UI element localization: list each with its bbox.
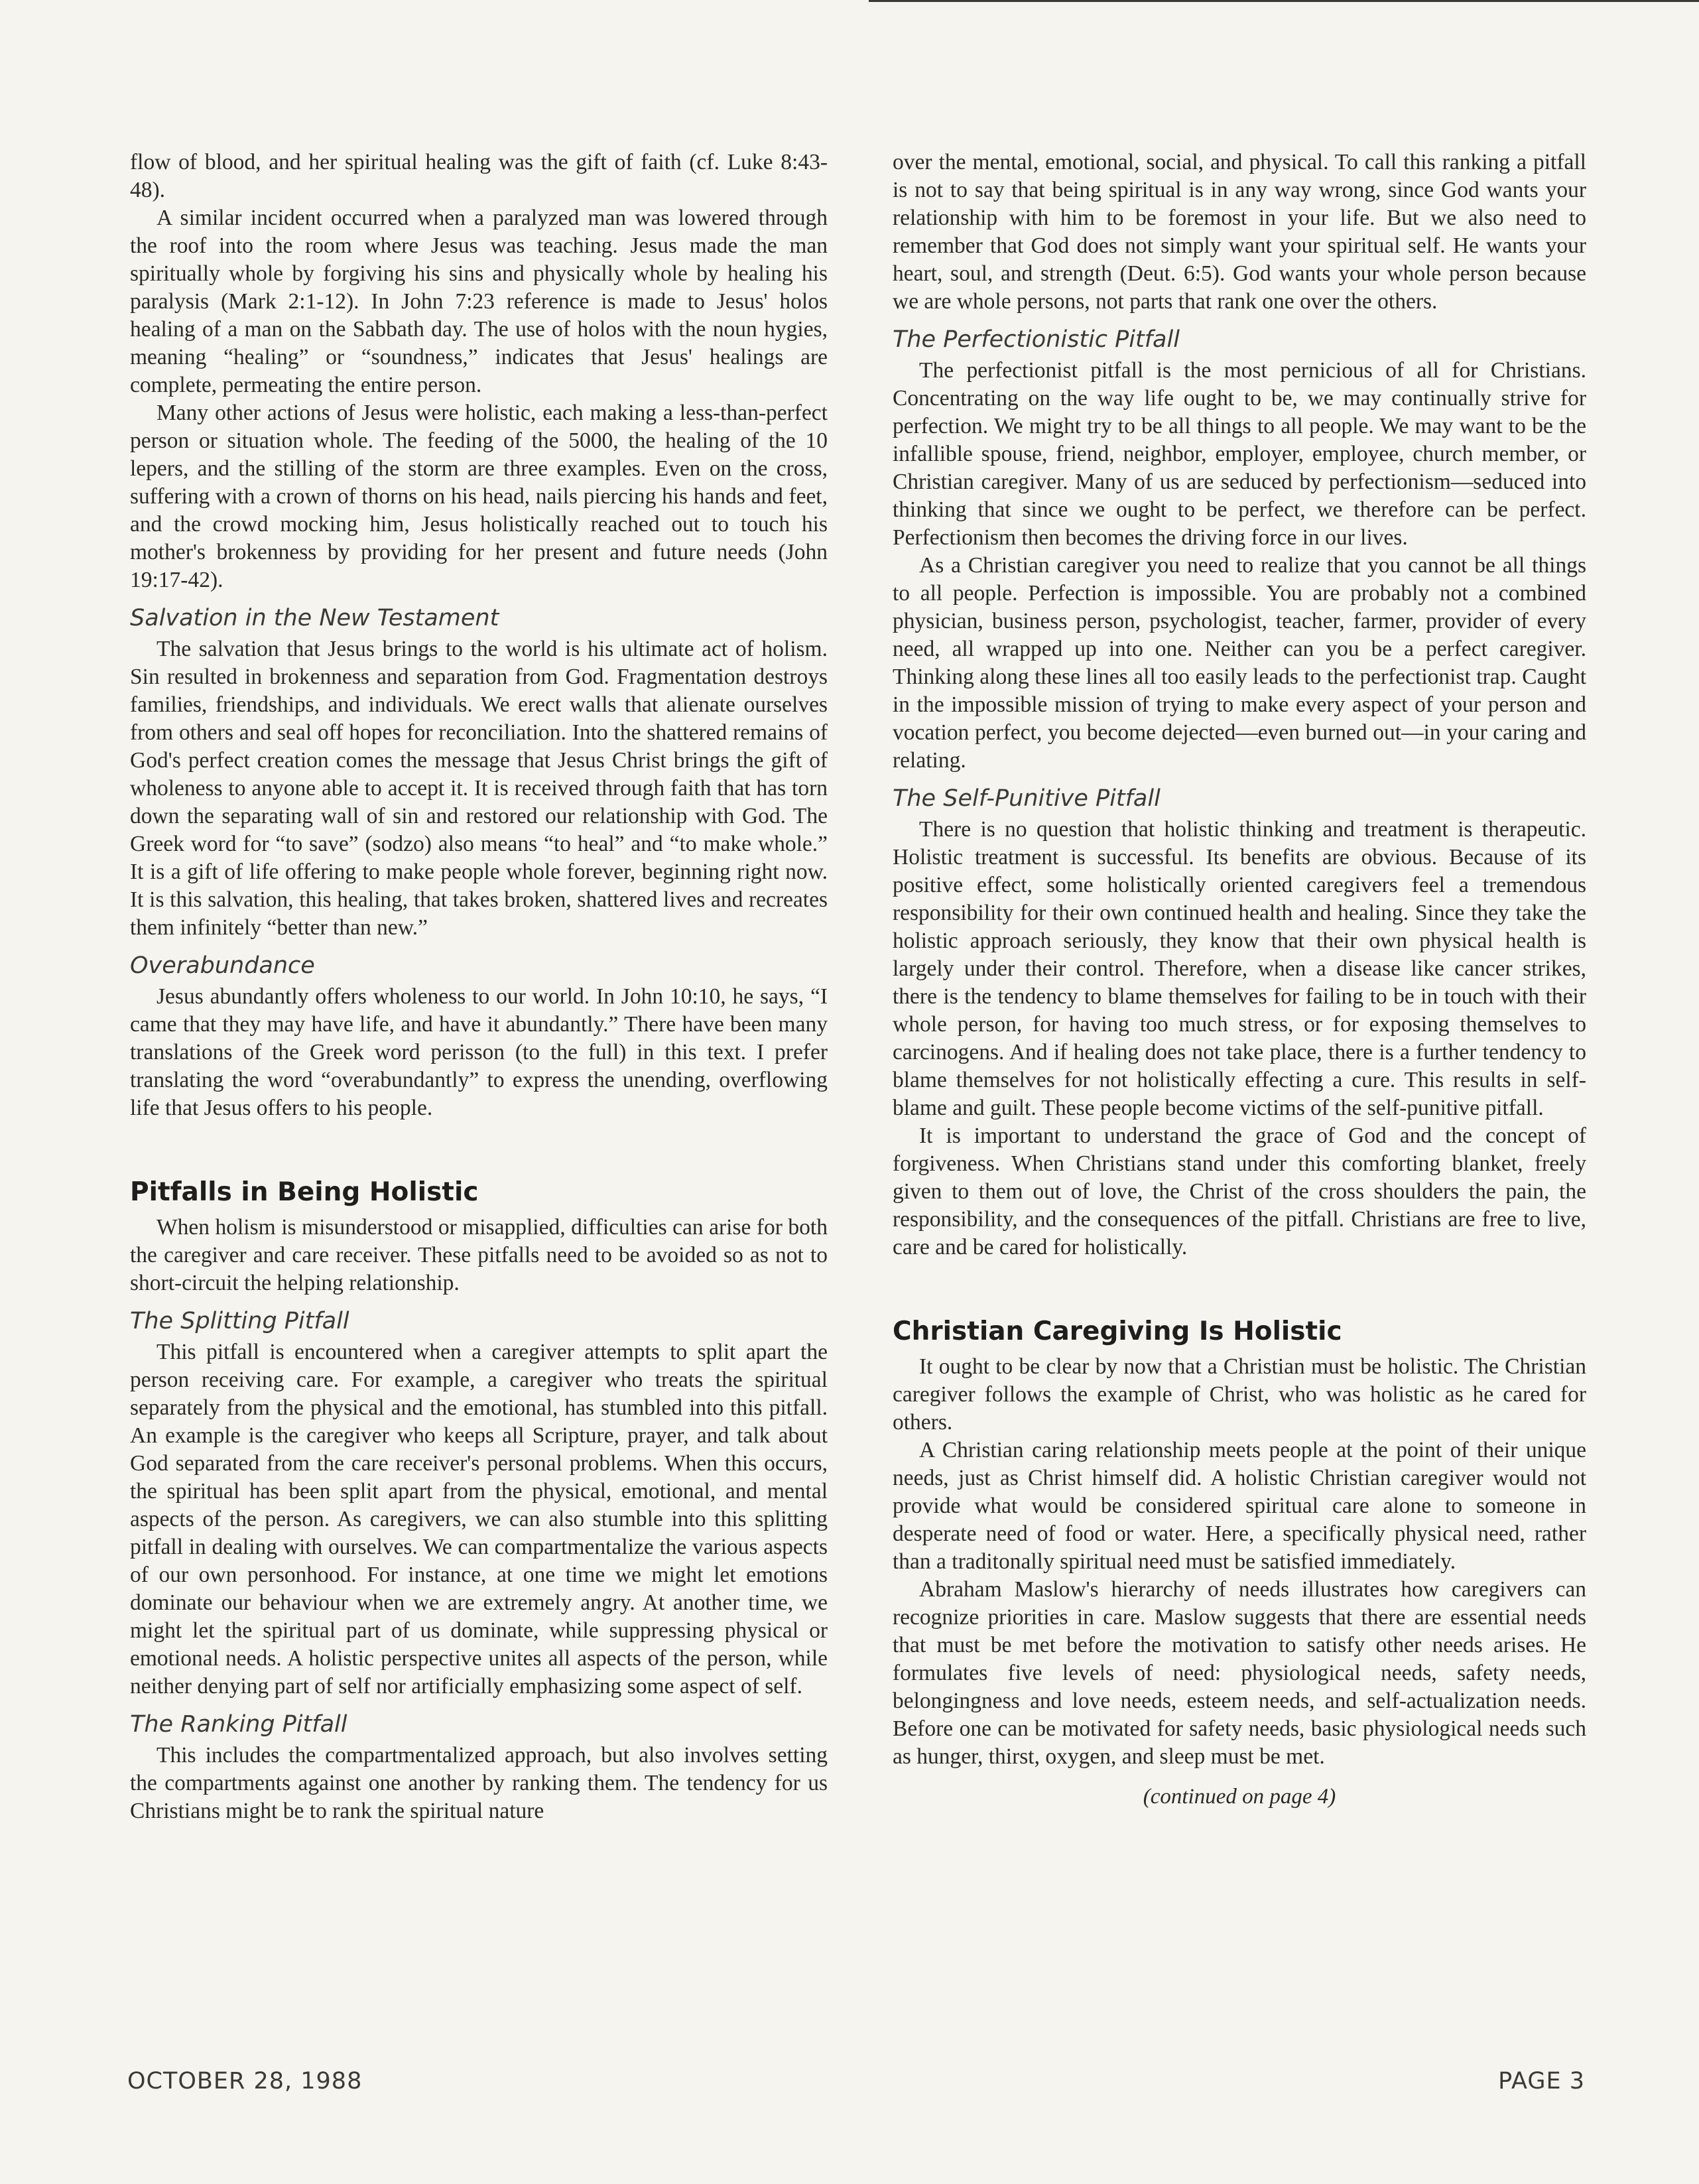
top-rule xyxy=(869,0,1699,2)
subheading-overabundance: Overabundance xyxy=(130,952,315,979)
paragraph: flow of blood, and her spiritual healing was the gift of faith (cf. Luke 8:43-48). xyxy=(130,150,828,202)
left-column xyxy=(130,149,828,1825)
paragraph: The salvation that Jesus brings to the world is his ultimate act of holism. Sin resulted in brokenness and separation from God. Fragmentation destroys families, friendships, and individuals. We erect walls that alienate ourselves from others and seal off hopes for reconciliation. Into the shattered remains of God's perfect creation comes the message that Jesus Christ brings the gift of wholeness to anyone able to accept it. It is received through faith that has torn down the separating wall of sin and restored our relationship with God. The Greek word for “to save” (sodzo) also means “to heal” and “to make whole.” It is a gift of life offering to make people whole forever, beginning right now. It is this salvation, this healing, that takes broken, shattered lives and recreates them infinitely “better than new.” xyxy=(130,637,828,940)
subheading-perfectionistic: The Perfectionistic Pitfall xyxy=(893,326,1180,353)
subheading-ranking: The Ranking Pitfall xyxy=(130,1711,347,1738)
paragraph: A similar incident occurred when a paralyzed man was lowered through the roof into the room where Jesus was teaching. Jesus made the man spiritually whole by forgiving his sins and physically whole by healing his paralysis (Mark 2:1-12). In John 7:23 reference is made to Jesus' holos healing of a man on the Sabbath day. The use of holos with the noun hygies, meaning “healing” or “soundness,” indicates that Jesus' healings are complete, permeating the entire person. xyxy=(130,206,828,397)
paragraph: A Christian caring relationship meets people at the point of their unique needs, just as Christ himself did. A holistic Christian caregiver would not provide what would be considered spiritual care alone to someone in desperate need of food or water. Here, a specifically physical need, rather than a traditonally spiritual need must be satisfied immediately. xyxy=(893,1438,1586,1574)
right-column xyxy=(893,149,1586,1811)
subheading-self-punitive: The Self-Punitive Pitfall xyxy=(893,785,1161,812)
paragraph: This pitfall is encountered when a caregiver attempts to split apart the person receiving care. For example, a caregiver who treats the spiritual separately from the physical and the emotional, has stumbled into this pitfall. An example is the caregiver who keeps all Scripture, prayer, and talk about God separated from the care receiver's personal problems. When this occurs, the spiritual has been split apart from the physical, emotional, and mental aspects of the person. As caregivers, we can also stumble into this splitting pitfall in dealing with ourselves. We can compartmentalize the various aspects of our own personhood. For instance, at one time we might let emotions dominate our behaviour when we are extremely angry. At another time, we might let the spiritual part of us dominate, while suppressing physical or emotional needs. A holistic perspective unites all aspects of the person, while neither denying part of self nor artificially emphasizing some aspect of self. xyxy=(130,1340,828,1699)
paragraph: Jesus abundantly offers wholeness to our world. In John 10:10, he says, “I came that they may have life, and have it abundantly.” There have been many translations of the Greek word perisson (to the full) in this text. I prefer translating the word “overabundantly” to express the unending, overflowing life that Jesus offers to his people. xyxy=(130,984,828,1120)
heading-pitfalls: Pitfalls in Being Holistic xyxy=(130,1177,479,1207)
paragraph: The perfectionist pitfall is the most pernicious of all for Christians. Concentrating on the way life ought to be, we may continually strive for perfection. We might try to be all things to all people. We may want to be the infallible spouse, friend, neighbor, employer, employee, church member, or Christian caregiver. Many of us are seduced by perfectionism—seduced into thinking that since we ought to be perfect, we therefore can be perfect. Perfectionism then becomes the driving force in our lives. xyxy=(893,358,1586,550)
continued-note: (continued on page 4) xyxy=(1143,1785,1336,1809)
paragraph: There is no question that holistic thinking and treatment is therapeutic. Holistic treatment is successful. Its benefits are obvious. Because of its positive effect, some holistically oriented caregivers feel a tremendous responsibility for their own continued health and healing. Since they take the holistic approach seriously, they know that their own physical health is largely under their control. Therefore, when a disease like cancer strikes, there is the tendency to blame themselves for failing to be in touch with their whole person, for having too much stress, or for exposing themselves to carcinogens. And if healing does not take place, there is a further tendency to blame themselves for not holistically effecting a cure. This results in self-blame and guilt. These people become victims of the self-punitive pitfall. xyxy=(893,817,1586,1120)
paragraph: Many other actions of Jesus were holistic, each making a less-than-perfect person or situation whole. The feeding of the 5000, the healing of the 10 lepers, and the stilling of the storm are three examples. Even on the cross, suffering with a crown of thorns on his head, nails piercing his hands and feet, and the crowd mocking him, Jesus holistically reached out to touch his mother's brokenness by providing for her present and future needs (John 19:17-42). xyxy=(130,401,828,592)
paragraph: It is important to understand the grace of God and the concept of forgiveness. When Christians stand under this comforting blanket, freely given to them out of love, the Christ of the cross shoulders the pain, the responsibility, and the consequences of the pitfall. Christians are free to live, care and be cared for holistically. xyxy=(893,1124,1586,1259)
paragraph: It ought to be clear by now that a Christian must be holistic. The Christian caregiver follows the example of Christ, who was holistic as he cared for others. xyxy=(893,1354,1586,1435)
paragraph: Abraham Maslow's hierarchy of needs illustrates how caregivers can recognize priorities in care. Maslow suggests that there are essential needs that must be met before the motivation to satisfy other needs arises. He formulates five levels of need: physiological needs, safety needs, belongingness and love needs, esteem needs, and self-actualization needs. Before one can be motivated for safety needs, basic physiological needs such as hunger, thirst, oxygen, and sleep must be met. xyxy=(893,1577,1586,1769)
heading-caregiving: Christian Caregiving Is Holistic xyxy=(893,1317,1342,1346)
subheading-salvation: Salvation in the New Testament xyxy=(130,605,499,631)
footer-date: OCTOBER 28, 1988 xyxy=(127,2068,363,2094)
paragraph: As a Christian caregiver you need to realize that you cannot be all things to all people. Perfection is impossible. You are probably not a combined physician, business person, psychologist, teacher, farmer, provider of every need, all wrapped up into one. Neither can you be a perfect caregiver. Thinking along these lines all too easily leads to the perfectionist trap. Caught in the impossible mission of trying to make every aspect of your person and vocation perfect, you become dejected—even burned out—in your caring and relating. xyxy=(893,553,1586,773)
subheading-splitting: The Splitting Pitfall xyxy=(130,1308,349,1334)
footer-page-number: PAGE 3 xyxy=(1498,2068,1585,2094)
paragraph: over the mental, emotional, social, and physical. To call this ranking a pitfall is not to say that being spiritual is in any way wrong, since God wants your relationship with him to be foremost in your life. But we also need to remember that God does not simply want your spiritual self. He wants your heart, soul, and strength (Deut. 6:5). God wants your whole person because we are whole persons, not parts that rank one over the others. xyxy=(893,150,1586,314)
paragraph: When holism is misunderstood or misapplied, difficulties can arise for both the caregiver and care receiver. These pitfalls need to be avoided so as not to short-circuit the helping relationship. xyxy=(130,1215,828,1295)
paragraph: This includes the compartmentalized approach, but also involves setting the compartments against one another by ranking them. The tendency for us Christians might be to rank the spiritual nature xyxy=(130,1743,828,1823)
